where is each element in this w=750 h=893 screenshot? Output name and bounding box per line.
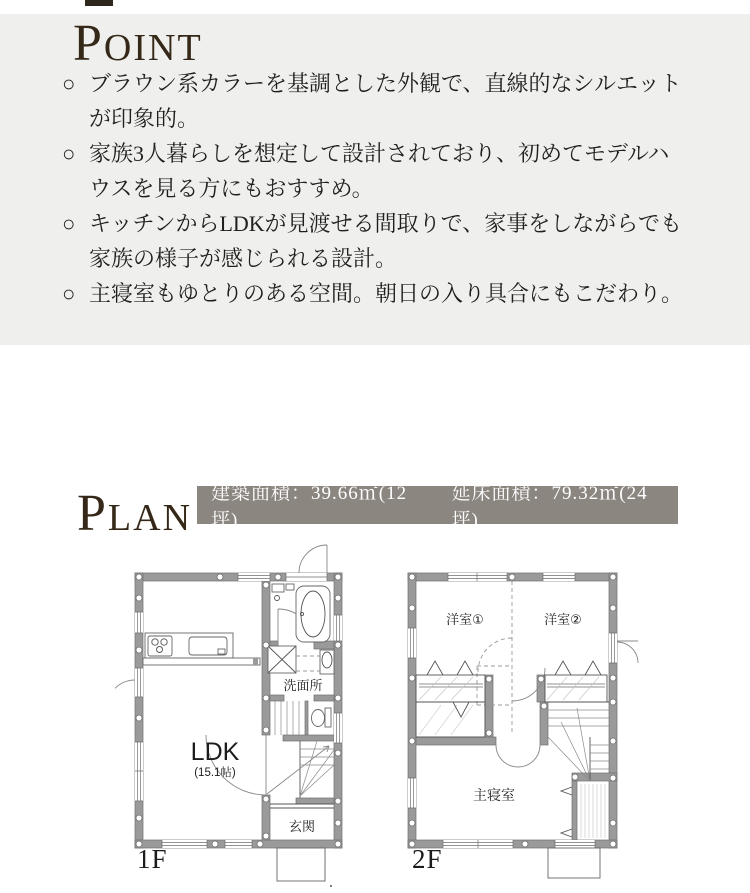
- entrance-label: 玄関: [288, 820, 316, 835]
- point-item-3-line-1: キッチンからLDKが見渡せる間取りで、家事をしながらでも: [89, 211, 683, 236]
- plan-heading-initial: P: [77, 485, 108, 542]
- point-item-1-line-1: ブラウン系カラーを基調とした外観で、直線的なシルエット: [89, 71, 682, 96]
- plan-area-banner: [197, 483, 678, 531]
- point-heading: [73, 15, 203, 72]
- circle-bullet-icon: ○: [62, 71, 76, 96]
- counter-bar: [143, 658, 260, 665]
- point-item-1-line-2: が印象的。: [89, 106, 200, 131]
- cropped-image-remnant: [85, 0, 113, 6]
- point-item-4: [62, 276, 722, 311]
- ldk-size-label: (15.1帖): [194, 767, 236, 779]
- western-room-2-label: 洋室②: [544, 613, 582, 628]
- closet-lower-left: [416, 702, 485, 737]
- stove: [148, 636, 172, 656]
- plan-heading: [77, 485, 193, 542]
- stairs-2f: [548, 702, 609, 781]
- floor-plan-2f: [395, 538, 665, 890]
- circle-bullet-icon: ○: [62, 281, 76, 306]
- closet-upper-left: [416, 661, 485, 702]
- floor1-label: 1F: [137, 844, 168, 874]
- windows-2f: [408, 573, 617, 848]
- toilet: [312, 708, 332, 727]
- washroom-label: 洗面所: [283, 679, 323, 694]
- point-item-3-line-2: 家族の様子が感じられる設計。: [89, 246, 398, 271]
- point-item-2-line-1: 家族3人暮らしを想定して設計されており、初めてモデルハ: [89, 141, 670, 166]
- floor2-label: 2F: [412, 844, 443, 874]
- balcony: [548, 848, 600, 878]
- point-item-3: [62, 206, 722, 276]
- point-item-4-line-1: 主寝室もゆとりのある空間。朝日の入り具合にもこだわり。: [89, 281, 684, 306]
- point-item-2: [62, 136, 722, 206]
- point-item-1: [62, 66, 722, 136]
- circle-bullet-icon: ○: [62, 141, 76, 166]
- bathroom: [272, 584, 330, 642]
- building-area-value: 建築面積：39.66㎡(12坪): [211, 483, 408, 531]
- closet-bottom-right: [561, 784, 605, 838]
- ldk-label: LDK: [190, 738, 240, 766]
- point-bullet-list: [62, 66, 722, 311]
- porch: [277, 848, 325, 881]
- master-bedroom-label: 主寝室: [473, 788, 515, 804]
- floor-plan-1f: [115, 538, 385, 890]
- point-heading-initial: P: [73, 15, 104, 72]
- kitchen-counter: [143, 633, 260, 665]
- walls-2f: [408, 573, 617, 848]
- washroom: [268, 646, 334, 674]
- plan-heading-rest: LAN: [107, 497, 193, 539]
- point-heading-rest: OINT: [103, 27, 203, 69]
- closet-upper-right: [545, 661, 607, 702]
- western-room-1-label: 洋室①: [446, 613, 484, 628]
- point-item-2-line-2: ウスを見る方にもおすすめ。: [89, 176, 374, 201]
- circle-bullet-icon: ○: [62, 211, 76, 236]
- total-floor-area-value: 延床面積：79.32㎡(24坪): [451, 483, 648, 531]
